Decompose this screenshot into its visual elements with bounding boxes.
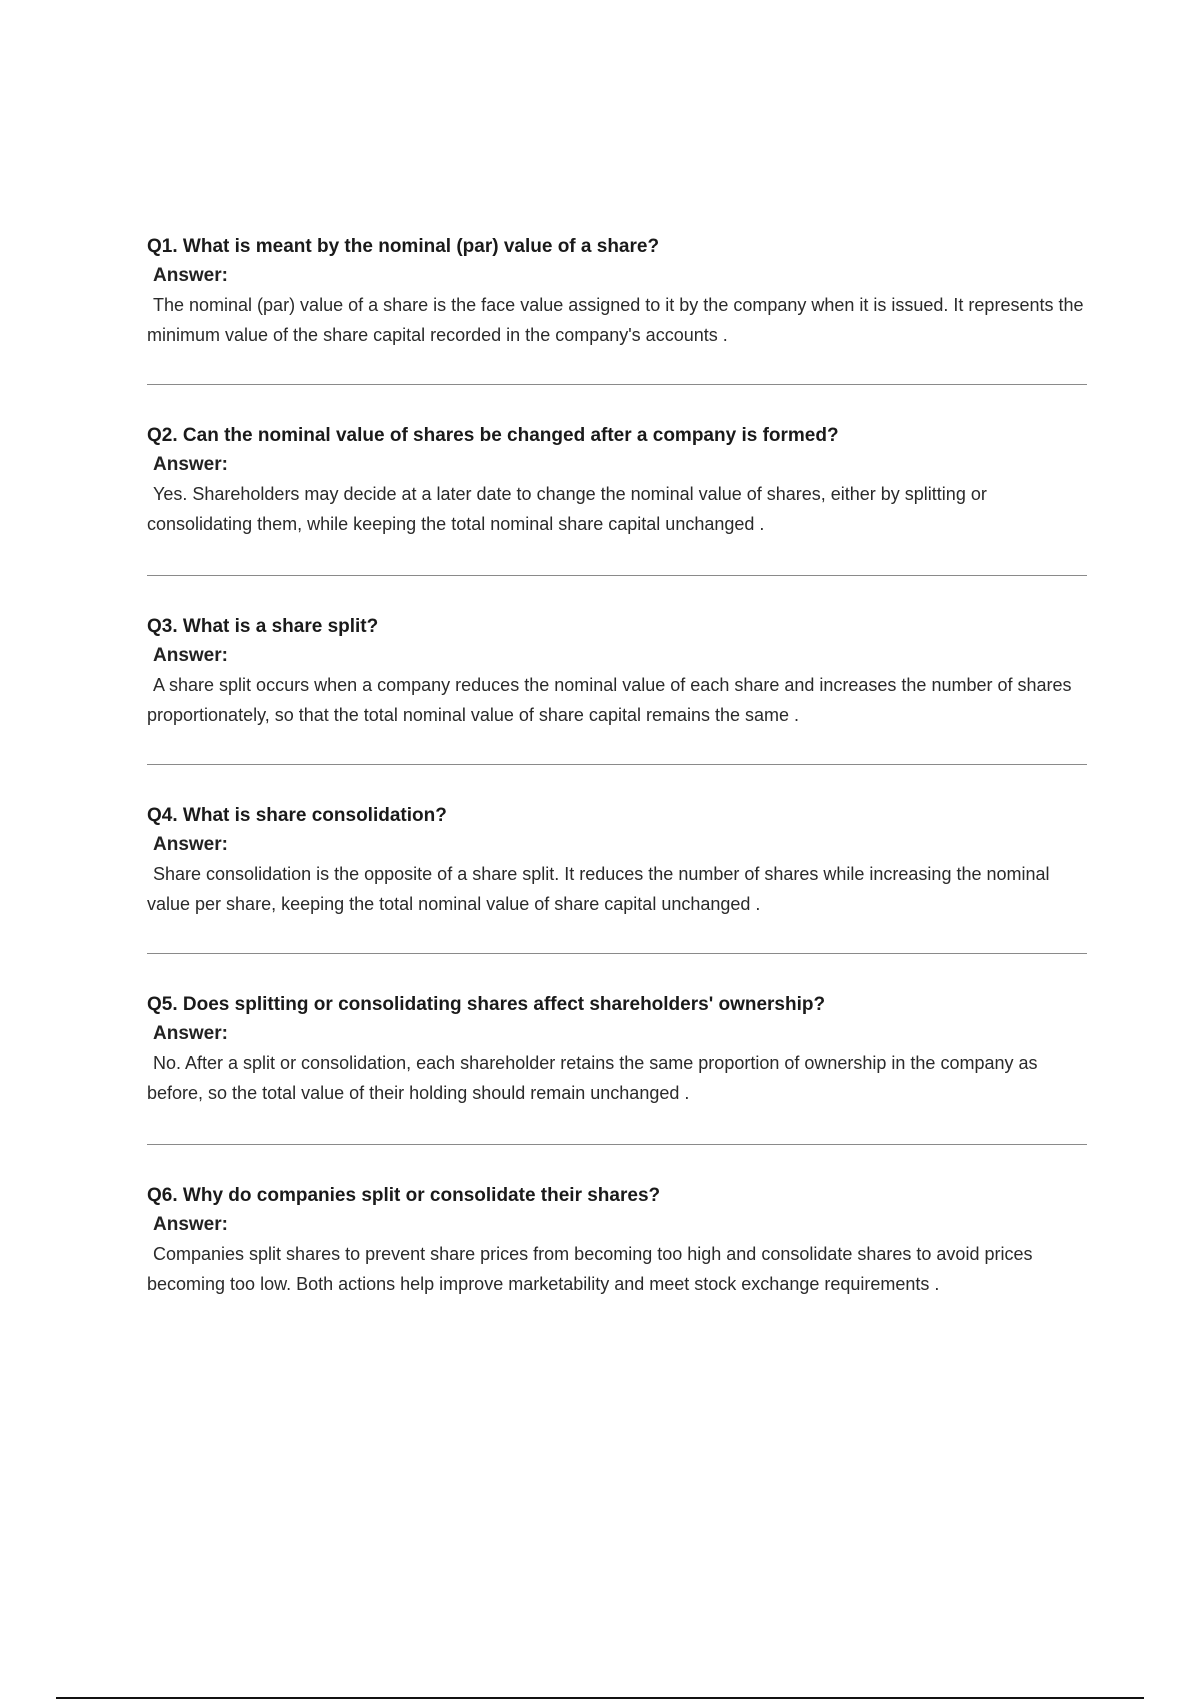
qa-item-5 bbox=[147, 990, 1087, 1108]
question-3: Q3. What is a share split? bbox=[147, 616, 379, 637]
answer-label-4: Answer: bbox=[153, 834, 228, 855]
answer-label-5: Answer: bbox=[153, 1023, 228, 1044]
footer-rule bbox=[56, 1697, 1144, 1699]
answer-text-3: A share split occurs when a company reduces the nominal value of each share and increases the number of shares proportionately, so that the total nominal value of share capital remains the same . bbox=[147, 675, 1072, 725]
answer-text-5: No. After a split or consolidation, each shareholder retains the same proportion of ownership in the company as before, so the total value of their holding should remain unchanged . bbox=[147, 1053, 1038, 1103]
qa-list bbox=[147, 232, 1087, 1299]
qa-item-1 bbox=[147, 232, 1087, 350]
answer-text-6: Companies split shares to prevent share prices from becoming too high and consolidate shares to avoid prices becoming too low. Both actions help improve marketability and meet stock exchange requirements . bbox=[147, 1244, 1033, 1294]
divider-4 bbox=[147, 953, 1087, 954]
answer-label-3: Answer: bbox=[153, 645, 228, 666]
question-4: Q4. What is share consolidation? bbox=[147, 805, 447, 826]
answer-label-1: Answer: bbox=[153, 265, 228, 286]
question-2: Q2. Can the nominal value of shares be changed after a company is formed? bbox=[147, 425, 839, 446]
divider-3 bbox=[147, 764, 1087, 765]
question-6: Q6. Why do companies split or consolidate their shares? bbox=[147, 1185, 661, 1206]
divider-2 bbox=[147, 575, 1087, 576]
answer-text-2: Yes. Shareholders may decide at a later date to change the nominal value of shares, either by splitting or consolidating them, while keeping the total nominal share capital unchanged . bbox=[147, 484, 987, 534]
qa-item-6 bbox=[147, 1181, 1087, 1299]
qa-item-3 bbox=[147, 612, 1087, 730]
answer-label-2: Answer: bbox=[153, 454, 228, 475]
divider-5 bbox=[147, 1144, 1087, 1145]
qa-item-4 bbox=[147, 801, 1087, 919]
question-5: Q5. Does splitting or consolidating shares affect shareholders' ownership? bbox=[147, 994, 826, 1015]
divider-1 bbox=[147, 384, 1087, 385]
answer-label-6: Answer: bbox=[153, 1214, 228, 1235]
qa-item-2 bbox=[147, 421, 1087, 539]
answer-text-4: Share consolidation is the opposite of a share split. It reduces the number of shares while increasing the nominal value per share, keeping the total nominal value of share capital unchanged . bbox=[147, 864, 1050, 914]
answer-text-1: The nominal (par) value of a share is the face value assigned to it by the company when it is issued. It represents the minimum value of the share capital recorded in the company's accounts . bbox=[147, 295, 1084, 345]
question-1: Q1. What is meant by the nominal (par) value of a share? bbox=[147, 236, 660, 257]
